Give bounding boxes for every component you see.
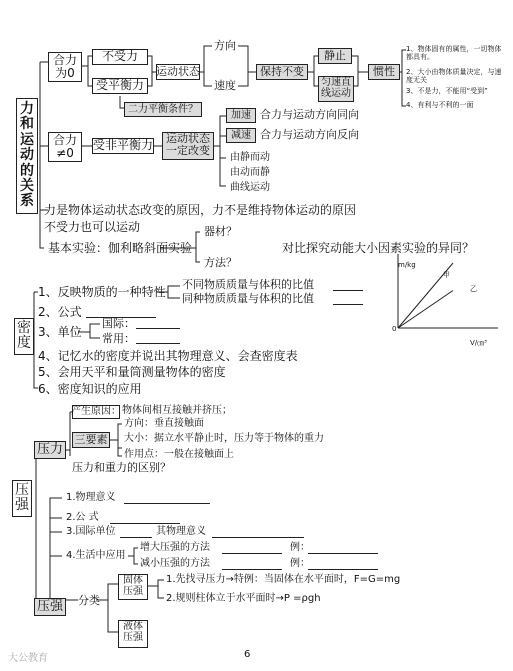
density-item-1: 1、反映物质的一种特性 (38, 285, 166, 299)
state-must-change-box: 运动状态一定改变 (162, 132, 214, 160)
increase-blank (222, 553, 282, 554)
pressure-subtitle-box: 压强 (34, 598, 66, 616)
cause-text: 物体间相互接触并挤压； (122, 405, 232, 416)
watermark: 大公教育 (8, 653, 48, 664)
solid-pressure-box: 固体压强 (118, 574, 148, 600)
element-point: 作用点：一般在接触面上 (124, 449, 234, 460)
net-force-nonzero-box: 合力≠0 (48, 132, 82, 162)
density-title: 密度 (14, 318, 34, 355)
inertia-note-3: 3、不是力，不能用“受到” (406, 87, 488, 95)
classify-label: 分类 (78, 594, 100, 607)
case-still-to-moving: 由静而动 (230, 152, 270, 163)
case-curved-motion: 曲线运动 (230, 182, 270, 193)
chart-ylabel: m/kg (398, 261, 416, 269)
inertia-note-1: 1、物体固有的属性，一切物体都具有。 (406, 45, 502, 62)
unchanged-box: 保持不变 (256, 64, 308, 80)
galileo-experiment: 基本实验：伽利略斜面实验 (48, 241, 193, 255)
trait-b-blank (333, 304, 363, 305)
balanced-force-box: 受平衡力 (92, 78, 148, 94)
decrease-example-blank (308, 569, 378, 570)
net-force-zero-box: 合力为0 (48, 52, 82, 82)
element-size: 大小：据立水平静止时，压力等于物体的重力 (124, 433, 324, 444)
unit-meaning-blank (212, 537, 304, 538)
kinetic-energy-compare-question: 对比探究动能大小因素实验的异同？ (282, 241, 475, 255)
decrease-method: 减小压强的方法 (140, 558, 210, 569)
unit-blank-p (120, 537, 152, 538)
no-force-motion-statement: 不受力也可以运动 (44, 220, 141, 234)
decelerate-text: 合力与运动方向反向 (260, 128, 359, 141)
pressure-force-box: 压力 (34, 441, 66, 459)
cause-box: 产生原因： (71, 406, 121, 418)
inertia-box: 惯性 (368, 64, 400, 80)
solid-rule-1: 1.先找寻压力→特例：当固体在水平面时，F=G=mg (166, 574, 401, 585)
uniform-linear-box: 匀速直线运动 (318, 76, 354, 102)
density-item-4: 4、记忆水的密度并说出其物理意义、会查密度表 (38, 349, 298, 363)
decelerate-box: 减速 (226, 128, 256, 143)
increase-example: 例： (290, 542, 310, 553)
unbalanced-force-box: 受非平衡力 (93, 138, 154, 153)
chart-xlabel: V/㎝³ (470, 339, 487, 347)
direction-label: 方向 (214, 39, 236, 52)
case-moving-to-still: 由动而静 (230, 167, 270, 178)
pressure-unit-meaning: 其物理意义 (156, 526, 206, 537)
solid-rule-2: 2.规则柱体立于水平面时→P =ρgh (166, 593, 321, 604)
equipment-question: 器材？ (204, 225, 237, 238)
density-item-5: 5、会用天平和量筒测量物体的密度 (38, 365, 226, 379)
accelerate-text: 合力与运动方向同向 (260, 108, 359, 121)
speed-label: 速度 (214, 79, 236, 92)
decrease-example: 例： (290, 558, 310, 569)
page-number: 6 (244, 649, 251, 660)
density-trait-b: 同种物质质量与体积的比值 (182, 292, 314, 305)
pressure-unit: 3.国际单位 (66, 526, 116, 537)
decrease-blank (222, 569, 282, 570)
increase-method: 增大压强的方法 (140, 542, 210, 553)
density-item-3: 3、单位 (38, 325, 82, 339)
series-label-jia: 甲 (443, 271, 450, 279)
unit-international: 国际： (102, 317, 135, 330)
increase-example-blank (308, 553, 378, 554)
element-direction: 方向：垂直接触面 (124, 418, 204, 429)
meaning-blank (124, 503, 210, 504)
series-label-yi: 乙 (470, 285, 477, 293)
inertia-note-4: 4、有利与不利的一面 (406, 101, 474, 109)
force-motion-title: 力和运动的关系 (16, 98, 38, 214)
formula-blank-p (110, 523, 180, 524)
unit-intl-blank (136, 328, 180, 329)
density-item-2: 2、公式 (38, 305, 82, 319)
density-trait-a: 不同物质质量与体积的比值 (182, 278, 314, 291)
trait-a-blank (333, 290, 363, 291)
pressure-title: 压强 (12, 480, 32, 517)
pressure-formula: 2.公 式 (66, 512, 99, 523)
inertia-note-2: 2、大小由物体质量决定，与速度无关 (406, 68, 502, 85)
pressure-meaning: 1.物理意义 (66, 492, 116, 503)
liquid-pressure-box: 液体压强 (118, 620, 148, 648)
motion-state-box: 运动状态 (156, 64, 200, 80)
two-force-balance-box: 二力平衡条件？ (124, 102, 202, 117)
density-item-6: 6、密度知识的应用 (38, 382, 142, 396)
rest-box: 静止 (318, 48, 352, 64)
no-force-box: 不受力 (92, 49, 148, 65)
three-elements-box: 三要素 (72, 432, 110, 448)
chart-origin: 0 (392, 325, 397, 333)
pressure-vs-gravity: 压力和重力的区别？ (72, 461, 171, 474)
unit-common: 常用： (102, 332, 135, 345)
force-cause-statement: 力是物体运动状态改变的原因，力不是维持物体运动的原因 (44, 203, 357, 217)
unit-common-blank (136, 343, 180, 344)
accelerate-box: 加速 (226, 108, 256, 123)
method-question: 方法？ (204, 256, 237, 269)
pressure-apply: 4.生活中应用 (66, 550, 126, 561)
